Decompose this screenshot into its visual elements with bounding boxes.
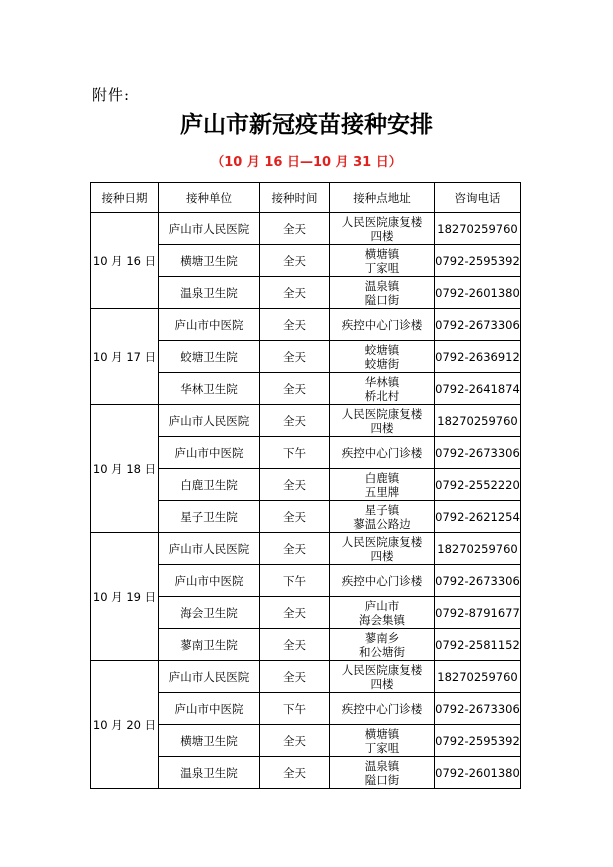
address-line: 华林镇 — [364, 374, 400, 389]
address-line: 四楼 — [370, 548, 394, 563]
phone-cell: 18270259760 — [435, 213, 521, 245]
unit-cell: 温泉卫生院 — [159, 277, 260, 309]
address-line: 人民医院康复楼 — [341, 214, 423, 229]
phone-cell: 0792-2641874 — [435, 373, 521, 405]
address-line: 蛟塘街 — [364, 356, 400, 371]
unit-cell: 庐山市中医院 — [159, 309, 260, 341]
phone-cell: 18270259760 — [435, 405, 521, 437]
address-cell — [330, 629, 435, 661]
address-cell — [330, 341, 435, 373]
address-line: 横塘镇 — [364, 246, 400, 261]
address-line: 疾控中心门诊楼 — [341, 573, 423, 588]
phone-cell: 0792-2595392 — [435, 245, 521, 277]
time-cell: 全天 — [260, 213, 330, 245]
address-cell — [330, 693, 435, 725]
address-cell — [330, 661, 435, 693]
unit-cell: 蛟塘卫生院 — [159, 341, 260, 373]
address-cell — [330, 469, 435, 501]
phone-cell: 0792-8791677 — [435, 597, 521, 629]
phone-cell: 18270259760 — [435, 661, 521, 693]
header-address: 接种点地址 — [330, 183, 435, 213]
address-line: 蓼温公路边 — [353, 516, 411, 531]
address-line: 丁家咀 — [364, 260, 400, 275]
table-row — [91, 661, 521, 693]
address-line: 人民医院康复楼 — [341, 406, 423, 421]
time-cell: 全天 — [260, 245, 330, 277]
unit-cell: 白鹿卫生院 — [159, 469, 260, 501]
address-line: 星子镇 — [364, 502, 400, 517]
unit-cell: 庐山市人民医院 — [159, 405, 260, 437]
phone-cell: 0792-2636912 — [435, 341, 521, 373]
phone-cell: 0792-2581152 — [435, 629, 521, 661]
address-cell — [330, 277, 435, 309]
address-line: 白鹿镇 — [364, 470, 400, 485]
time-cell: 全天 — [260, 469, 330, 501]
address-cell — [330, 757, 435, 789]
address-line: 丁家咀 — [364, 740, 400, 755]
unit-cell: 庐山市中医院 — [159, 565, 260, 597]
unit-cell: 庐山市人民医院 — [159, 661, 260, 693]
date-cell: 10 月 19 日 — [91, 533, 159, 661]
time-cell: 全天 — [260, 373, 330, 405]
unit-cell: 华林卫生院 — [159, 373, 260, 405]
time-cell: 全天 — [260, 757, 330, 789]
address-line: 隘口街 — [364, 292, 400, 307]
phone-cell: 0792-2673306 — [435, 437, 521, 469]
address-line: 温泉镇 — [364, 758, 400, 773]
address-line: 隘口街 — [364, 772, 400, 787]
address-line: 和公塘街 — [359, 644, 405, 659]
address-cell — [330, 373, 435, 405]
address-line: 横塘镇 — [364, 726, 400, 741]
address-cell — [330, 245, 435, 277]
time-cell: 全天 — [260, 661, 330, 693]
address-line: 四楼 — [370, 420, 394, 435]
unit-cell: 庐山市中医院 — [159, 693, 260, 725]
address-line: 人民医院康复楼 — [341, 662, 423, 677]
address-cell — [330, 405, 435, 437]
time-cell: 全天 — [260, 501, 330, 533]
address-line: 海会集镇 — [359, 612, 405, 627]
address-line: 四楼 — [370, 676, 394, 691]
address-cell — [330, 437, 435, 469]
address-cell — [330, 725, 435, 757]
address-line: 疾控中心门诊楼 — [341, 445, 423, 460]
table-row — [91, 533, 521, 565]
date-cell: 10 月 17 日 — [91, 309, 159, 405]
address-cell — [330, 213, 435, 245]
address-line: 五里牌 — [364, 484, 400, 499]
address-line: 蛟塘镇 — [364, 342, 400, 357]
address-cell — [330, 565, 435, 597]
unit-cell: 星子卫生院 — [159, 501, 260, 533]
address-line: 蓼南乡 — [364, 630, 400, 645]
time-cell: 全天 — [260, 597, 330, 629]
address-line: 四楼 — [370, 228, 394, 243]
time-cell: 全天 — [260, 405, 330, 437]
unit-cell: 庐山市中医院 — [159, 437, 260, 469]
time-cell: 全天 — [260, 533, 330, 565]
phone-cell: 18270259760 — [435, 533, 521, 565]
address-cell — [330, 501, 435, 533]
date-cell: 10 月 20 日 — [91, 661, 159, 789]
date-cell: 10 月 18 日 — [91, 405, 159, 533]
phone-cell: 0792-2621254 — [435, 501, 521, 533]
unit-cell: 温泉卫生院 — [159, 757, 260, 789]
header-time: 接种时间 — [260, 183, 330, 213]
address-line: 桥北村 — [364, 388, 400, 403]
table-row — [91, 213, 521, 245]
time-cell: 全天 — [260, 725, 330, 757]
table-row — [91, 405, 521, 437]
unit-cell: 横塘卫生院 — [159, 725, 260, 757]
phone-cell: 0792-2595392 — [435, 725, 521, 757]
unit-cell: 蓼南卫生院 — [159, 629, 260, 661]
phone-cell: 0792-2673306 — [435, 309, 521, 341]
address-line: 疾控中心门诊楼 — [341, 317, 423, 332]
time-cell: 下午 — [260, 693, 330, 725]
unit-cell: 横塘卫生院 — [159, 245, 260, 277]
unit-cell: 海会卫生院 — [159, 597, 260, 629]
time-cell: 全天 — [260, 277, 330, 309]
vaccination-schedule-table — [90, 182, 521, 789]
attachment-label: 附件: — [92, 86, 131, 104]
unit-cell: 庐山市人民医院 — [159, 533, 260, 565]
time-cell: 下午 — [260, 437, 330, 469]
time-cell: 下午 — [260, 565, 330, 597]
table-header-row — [91, 183, 521, 213]
phone-cell: 0792-2552220 — [435, 469, 521, 501]
time-cell: 全天 — [260, 309, 330, 341]
address-line: 温泉镇 — [364, 278, 400, 293]
unit-cell: 庐山市人民医院 — [159, 213, 260, 245]
header-phone: 咨询电话 — [435, 183, 521, 213]
time-cell: 全天 — [260, 629, 330, 661]
page-title: 庐山市新冠疫苗接种安排 — [180, 111, 433, 138]
header-unit: 接种单位 — [159, 183, 260, 213]
address-cell — [330, 533, 435, 565]
address-cell — [330, 309, 435, 341]
header-date: 接种日期 — [91, 183, 159, 213]
phone-cell: 0792-2601380 — [435, 277, 521, 309]
address-line: 人民医院康复楼 — [341, 534, 423, 549]
date-range-subtitle: （10 月 16 日—10 月 31 日） — [211, 155, 402, 170]
address-line: 疾控中心门诊楼 — [341, 701, 423, 716]
phone-cell: 0792-2673306 — [435, 565, 521, 597]
address-line: 庐山市 — [364, 598, 400, 613]
address-cell — [330, 597, 435, 629]
phone-cell: 0792-2673306 — [435, 693, 521, 725]
table-body — [91, 213, 521, 789]
phone-cell: 0792-2601380 — [435, 757, 521, 789]
table-row — [91, 309, 521, 341]
date-cell: 10 月 16 日 — [91, 213, 159, 309]
time-cell: 全天 — [260, 341, 330, 373]
